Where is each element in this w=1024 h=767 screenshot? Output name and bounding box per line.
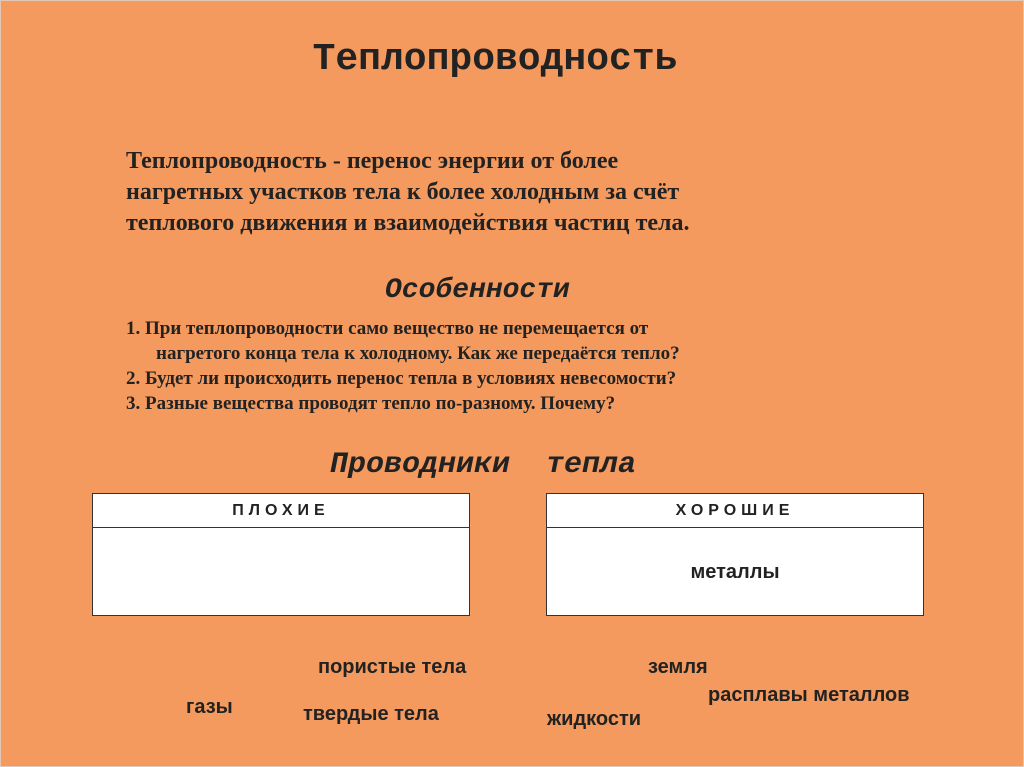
definition-paragraph: [126, 146, 906, 239]
slide-title: Теплопроводность: [312, 38, 678, 81]
bad-conductors-table: [92, 493, 470, 616]
good-conductors-header: ХОРОШИЕ: [547, 494, 923, 528]
bad-conductors-header: ПЛОХИЕ: [93, 494, 469, 528]
word-porous: пористые тела: [318, 656, 467, 678]
word-solids: твердые тела: [303, 703, 439, 725]
feature-item-continuation: нагретого конца тела к холодному. Как же передаётся тепло?: [156, 343, 680, 364]
good-conductors-contents: металлы: [690, 561, 780, 583]
feature-item: 2. Будет ли происходить перенос тепла в условиях невесомости?: [126, 368, 677, 389]
features-list: [126, 316, 916, 416]
good-conductors-table: [546, 493, 924, 616]
word-molten-metals: расплавы металлов: [708, 684, 910, 706]
word-gases: газы: [186, 696, 233, 718]
conductors-heading: Проводники тепла: [330, 448, 637, 482]
features-heading: Особенности: [385, 275, 570, 306]
word-liquids: жидкости: [547, 708, 642, 730]
feature-item: 1. При теплопроводности само вещество не перемещается от: [126, 318, 649, 339]
word-earth: земля: [648, 656, 708, 678]
definition-line: нагретных участков тела к более холодным за счёт: [126, 179, 680, 205]
definition-line: Теплопроводность - перенос энергии от более: [126, 148, 619, 174]
definition-line: теплового движения и взаимодействия частиц тела.: [126, 210, 690, 236]
feature-item: 3. Разные вещества проводят тепло по-разному. Почему?: [126, 393, 616, 414]
good-conductors-cell: [547, 528, 923, 614]
bad-conductors-cell: [93, 528, 469, 614]
